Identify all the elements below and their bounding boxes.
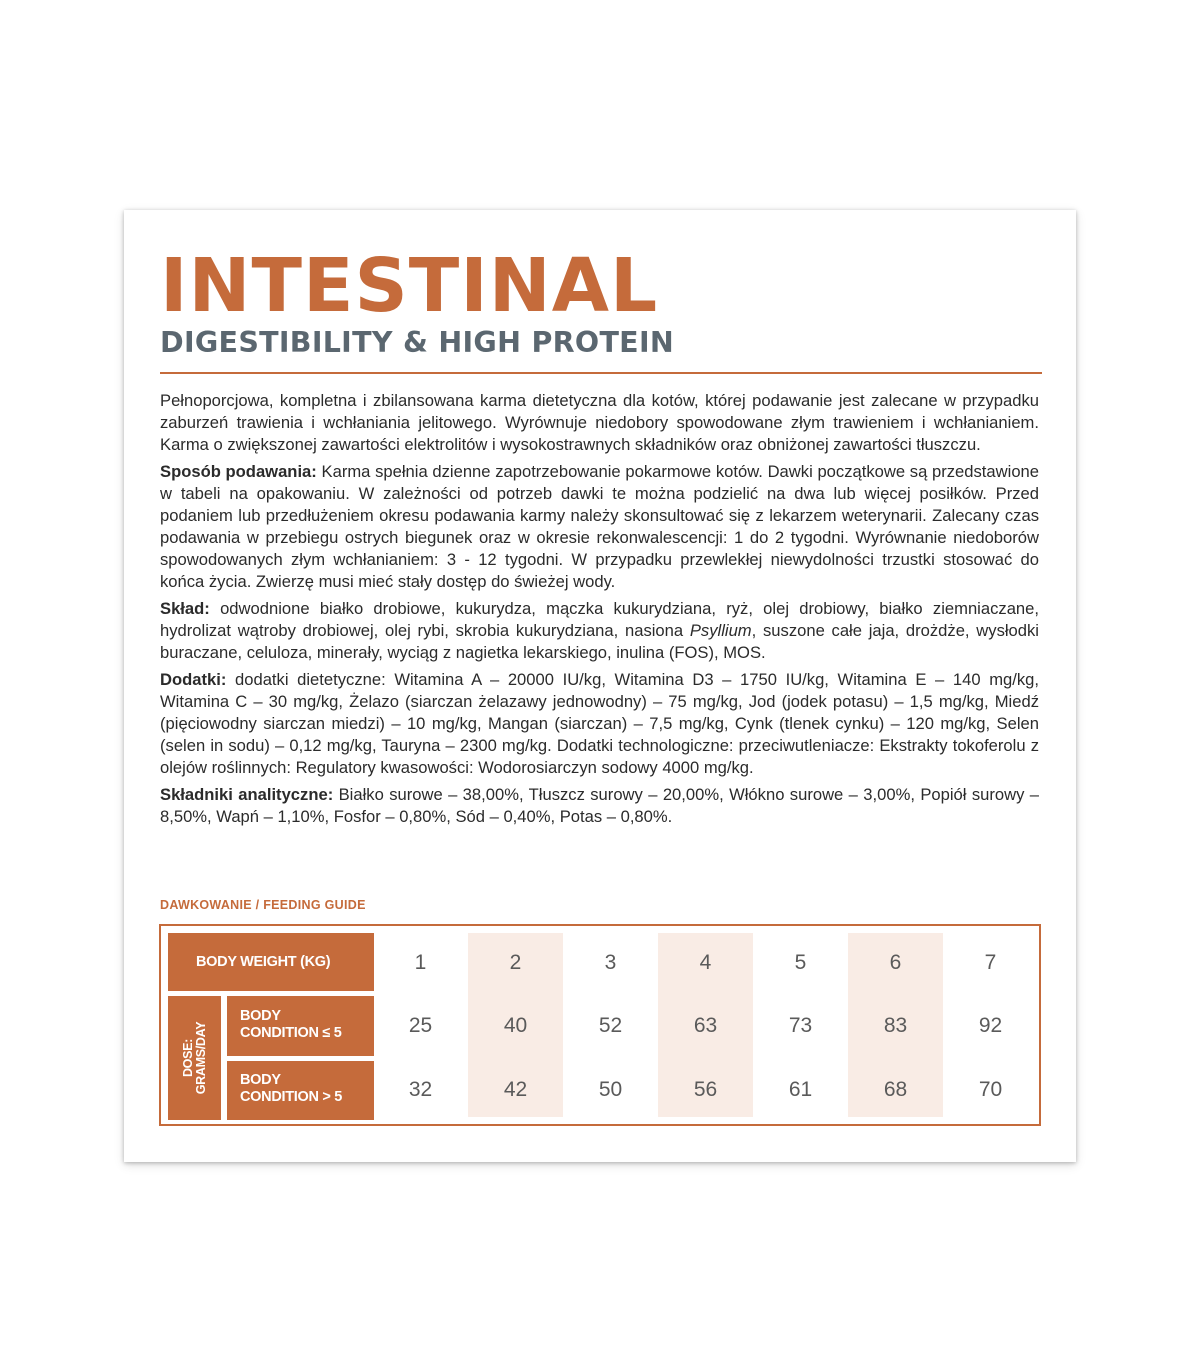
- product-info-card: [124, 210, 1076, 1162]
- feeding-text: Karma spełnia dzienne zapotrzebowanie pokarmowe kotów. Dawki początkowe są przedstawione w tabeli na opakowaniu. W zależności od potrzeb dawki te można podzielić na dwa lub więcej posiłków. Przed podaniem lub przedłużeniem okresu podawania karmy należy skonsultować się z lekarzem weterynarii. Zalecany czas podawania w przebiegu ostrych biegunek oraz w okresie rekonwalescencji: 1 do 2 tygodni. Wyrównanie niedoborów spowodowanych złym wchłanianiem: 3 - 12 tygodni. W przypadku przewlekłej niewydolności trzustki stosować do końca życia. Zwierzę musi mieć stały dostęp do świeżej wody.: [160, 462, 1040, 591]
- body-weight-header: [168, 933, 374, 991]
- weight-value: 1: [414, 951, 427, 974]
- dose-label: [182, 1018, 208, 1098]
- dose-value: 73: [788, 1014, 813, 1037]
- intro-paragraph: Pełnoporcjowa, kompletna i zbilansowana karma dietetyczna dla kotów, której podawanie jest zalecane w przypadku zaburzeń trawienia i wchłaniania jelitowego. Wyrównuje niedobory spowodowane złym trawieniem i wchłanianiem. Karma o zwiększonej zawartości elektrolitów i wysokostrawnych składników oraz obniżonej zawartości tłuszczu.: [160, 391, 1039, 454]
- dose-value: 25: [408, 1014, 433, 1037]
- dose-label-cell: [168, 996, 221, 1120]
- weight-value: 2: [509, 951, 522, 974]
- dose-value: 42: [503, 1078, 528, 1101]
- row-label-condition-low: [227, 996, 374, 1056]
- dose-value: 63: [693, 1014, 718, 1037]
- product-subtitle: DIGESTIBILITY & HIGH PROTEIN: [160, 326, 675, 359]
- dose-value: 40: [503, 1014, 528, 1037]
- row-label-condition-high: [227, 1061, 374, 1120]
- weight-value: 7: [984, 951, 997, 974]
- dose-label-text: DOSE: GRAMS/DAY: [180, 1021, 208, 1095]
- composition-text-b: , suszone całe jaja, drożdże, wysłodki buraczane, celuloza, minerały, wyciąg z nagietka lekarskiego, inulina (FOS), MOS.: [160, 621, 1039, 662]
- weight-value: 6: [889, 951, 902, 974]
- composition-italic: Psyllium: [689, 621, 752, 640]
- additives-paragraph: [160, 669, 1039, 779]
- dose-value: 56: [693, 1078, 718, 1101]
- feeding-paragraph: [160, 461, 1039, 593]
- body-weight-header-label: BODY WEIGHT (KG): [196, 954, 331, 970]
- weight-value: 3: [604, 951, 617, 974]
- product-title: INTESTINAL: [160, 243, 659, 329]
- analytical-paragraph: [160, 784, 1039, 828]
- dose-value: 52: [598, 1014, 623, 1037]
- weight-value: 4: [699, 951, 712, 974]
- composition-text-a: odwodnione białko drobiowe, kukurydza, mączka kukurydziana, ryż, olej drobiowy, białko ziemniaczane, hydrolizat wątroby drobiowej, olej rybi, skrobia kukurydziana, nasiona: [160, 599, 1039, 640]
- composition-paragraph: [160, 598, 1039, 664]
- weight-value: 5: [794, 951, 807, 974]
- feeding-guide-table: [159, 924, 1041, 1126]
- additives-text: dodatki dietetyczne: Witamina A – 20000 IU/kg, Witamina D3 – 1750 IU/kg, Witamina E – 140 mg/kg, Witamina C – 30 mg/kg, Żelazo (siarczan żelazawy jednowodny) – 75 mg/kg, Jod (jodek potasu) – 1,5 mg/kg, Miedź (pięciowodny siarczan miedzi) – 10 mg/kg, Mangan (siarczan) – 7,5 mg/kg, Cynk (tlenek cynku) – 120 mg/kg, Selen (selen in sodu) – 0,12 mg/kg, Tauryna – 2300 mg/kg. Dodatki technologiczne: przeciwutleniacze: Ekstrakty tokoferolu z olejów roślinnych: Regulatory kwasowości: Wodorosiarczyn sodowy 4000 mg/kg.: [160, 670, 1039, 777]
- dose-value: 32: [408, 1078, 433, 1101]
- feeding-label: Sposób podawania:: [160, 462, 317, 481]
- analytical-text: Białko surowe – 38,00%, Tłuszcz surowy – 20,00%, Włókno surowe – 3,00%, Popiół surowy – 8,50%, Wapń – 1,10%, Fosfor – 0,80%, Sód – 0,40%, Potas – 0,80%.: [160, 785, 1039, 826]
- dose-value: 61: [788, 1078, 813, 1101]
- additives-label: Dodatki:: [160, 670, 227, 689]
- dose-value: 50: [598, 1078, 623, 1101]
- description-body: [160, 390, 1039, 833]
- analytical-label: Składniki analityczne:: [160, 785, 334, 804]
- dose-value: 68: [883, 1078, 908, 1101]
- feeding-guide-label: DAWKOWANIE / FEEDING GUIDE: [160, 898, 366, 912]
- title-divider: [160, 372, 1042, 374]
- dose-value: 70: [978, 1078, 1003, 1101]
- row-label-condition-low-text: BODY CONDITION ≤ 5: [240, 1008, 342, 1041]
- dose-value: 83: [883, 1014, 908, 1037]
- row-label-condition-high-text: BODY CONDITION > 5: [240, 1072, 343, 1105]
- composition-label: Skład:: [160, 599, 210, 618]
- dose-value: 92: [978, 1014, 1003, 1037]
